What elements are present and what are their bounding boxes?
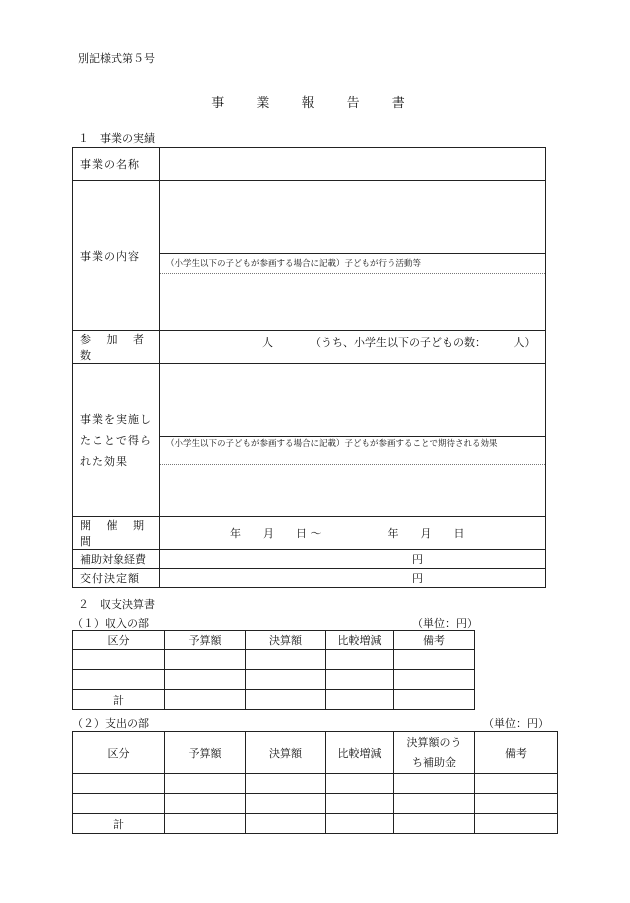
table-total-row — [73, 690, 475, 710]
project-content-note: （小学生以下の子どもが参画する場合に記載）子どもが行う活動等 — [160, 254, 545, 274]
project-content-label: 事業の内容 — [73, 181, 160, 331]
grant-amount-field[interactable]: 円 — [160, 569, 546, 588]
effects-field[interactable] — [160, 364, 545, 436]
col-header-subsidy — [394, 732, 475, 774]
col-header: 比較増減 — [326, 732, 394, 774]
participants-children: （うち、小学生以下の子どもの数： 人） — [310, 336, 536, 349]
table-cell[interactable] — [246, 814, 326, 834]
table-cell[interactable] — [394, 794, 475, 814]
page-title: 事 業 報 告 書 — [211, 96, 419, 111]
table-header-row — [73, 732, 558, 774]
effects-label-line1: 事業を実施し — [80, 412, 152, 426]
table-cell[interactable] — [73, 650, 165, 670]
table-cell[interactable] — [326, 650, 394, 670]
income-table — [72, 630, 475, 710]
table-cell[interactable] — [165, 814, 246, 834]
col-header: 備考 — [475, 732, 558, 774]
period-label: 開 催 期 間 — [73, 517, 160, 550]
row-eligible-cost — [73, 550, 546, 569]
table-header-row — [73, 631, 475, 650]
col-header: 予算額 — [165, 631, 246, 650]
table-row — [73, 794, 558, 814]
child-activity-field[interactable] — [160, 274, 545, 329]
effects-label — [73, 364, 160, 517]
total-label: 計 — [73, 690, 165, 710]
col-header: 区分 — [73, 732, 165, 774]
form-number: 別記様式第５号 — [78, 52, 155, 65]
table-cell[interactable] — [246, 774, 326, 794]
col-header: 備考 — [394, 631, 475, 650]
section2-heading: ２ 収支決算書 — [78, 598, 155, 611]
project-content-field[interactable] — [160, 181, 545, 253]
table-cell[interactable] — [326, 814, 394, 834]
table-cell[interactable] — [326, 794, 394, 814]
expense-table — [72, 731, 558, 834]
participants-unit: 人 — [262, 336, 273, 349]
total-label: 計 — [73, 814, 165, 834]
section1-heading: １ 事業の実績 — [78, 132, 155, 145]
effects-label-line2: たことで得ら — [80, 433, 152, 447]
table-cell[interactable] — [73, 774, 165, 794]
table-cell[interactable] — [475, 794, 558, 814]
col-header: 決算額 — [246, 732, 326, 774]
participants-field[interactable] — [160, 331, 546, 364]
row-period — [73, 517, 546, 550]
project-name-label: 事業の名称 — [73, 148, 160, 181]
table-cell[interactable] — [475, 814, 558, 834]
effects-label-line3: れた効果 — [80, 454, 128, 468]
period-field[interactable]: 年 月 日 ～ 年 月 日 — [160, 517, 546, 550]
table-row — [73, 650, 475, 670]
income-heading: （１）収入の部 — [72, 617, 149, 630]
table-cell[interactable] — [394, 650, 475, 670]
table-cell[interactable] — [165, 794, 246, 814]
table-cell[interactable] — [394, 814, 475, 834]
child-effects-field[interactable] — [160, 465, 545, 517]
row-grant-amount — [73, 569, 546, 588]
table-cell[interactable] — [394, 670, 475, 690]
income-unit: （単位：円） — [412, 617, 478, 630]
expense-unit: （単位：円） — [483, 717, 549, 730]
col-header-subsidy-line1: 決算額のう — [406, 735, 462, 749]
table-cell[interactable] — [246, 794, 326, 814]
table-cell[interactable] — [165, 650, 246, 670]
participants-label: 参 加 者 数 — [73, 331, 160, 364]
row-participants — [73, 331, 546, 364]
row-effects — [73, 364, 546, 517]
table-cell[interactable] — [246, 670, 326, 690]
table-row — [73, 670, 475, 690]
table-cell[interactable] — [165, 690, 246, 710]
table-cell[interactable] — [475, 774, 558, 794]
table-cell[interactable] — [326, 670, 394, 690]
table-cell[interactable] — [326, 690, 394, 710]
col-header: 区分 — [73, 631, 165, 650]
table-cell[interactable] — [394, 690, 475, 710]
expense-heading: （２）支出の部 — [72, 717, 149, 730]
grant-amount-label: 交付決定額 — [73, 569, 160, 588]
table-cell[interactable] — [246, 650, 326, 670]
table-total-row — [73, 814, 558, 834]
row-project-content — [73, 181, 546, 331]
col-header: 決算額 — [246, 631, 326, 650]
table-row — [73, 774, 558, 794]
table-cell[interactable] — [165, 670, 246, 690]
table-cell[interactable] — [73, 670, 165, 690]
table-cell[interactable] — [165, 774, 246, 794]
table-cell[interactable] — [73, 794, 165, 814]
table-cell[interactable] — [394, 774, 475, 794]
row-project-name — [73, 148, 546, 181]
results-table — [72, 147, 546, 588]
eligible-cost-field[interactable]: 円 — [160, 550, 546, 569]
project-name-field[interactable] — [160, 148, 546, 181]
eligible-cost-label: 補助対象経費 — [73, 550, 160, 569]
table-cell[interactable] — [246, 690, 326, 710]
effects-note: （小学生以下の子どもが参画する場合に記載）子どもが参画することで期待される効果 — [160, 437, 545, 465]
col-header: 比較増減 — [326, 631, 394, 650]
col-header-subsidy-line2: ち補助金 — [412, 755, 456, 769]
col-header: 予算額 — [165, 732, 246, 774]
table-cell[interactable] — [326, 774, 394, 794]
